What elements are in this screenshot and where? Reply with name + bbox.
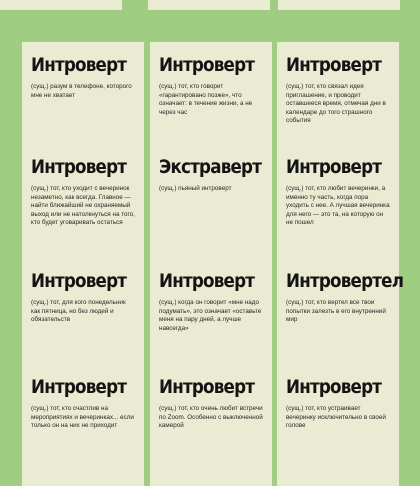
card-word: Экстраверт xyxy=(159,156,262,178)
definition-card xyxy=(277,364,399,486)
card-definition: (сущ.) тот, кто любит вечеринки, а именно ту часть, когда пора уходить с нее. А лучшая вечеринка для него — это та, на которую он не пошел xyxy=(286,185,390,227)
definition-card xyxy=(148,0,270,10)
definition-card xyxy=(22,258,144,380)
card-definition: (сущ.) тот, кто счастлив на мероприятиях и вечеринках... если только он на них не приходит xyxy=(31,405,134,430)
definition-card xyxy=(0,0,122,10)
card-definition: (сущ.) тот, для кого понедельник как пятница, но без людей и обязательств xyxy=(31,299,126,324)
card-definition: (сущ.) тот, кто говорит «гарантировано позже», что означает: в течение жизни, а не через час xyxy=(159,83,253,116)
card-word: Интроверт xyxy=(31,376,127,398)
card-word: Интроверт xyxy=(286,54,382,76)
card-word: Интроверт xyxy=(159,54,255,76)
card-word: Интроверт xyxy=(159,270,255,292)
card-definition: (сущ.) когда он говорит «мне надо подумать», это означает «оставьте меня на пару дней, а лучше навсегда» xyxy=(159,299,262,332)
card-definition: (сущ.) тот, кто связал идея приглашение, и проводит оставшееся время, отмечая дни в календаре до того страшного события xyxy=(286,83,386,125)
card-word: Интроверт xyxy=(31,270,127,292)
card-definition: (сущ.) пьяный интроверт xyxy=(159,185,232,192)
definition-card xyxy=(22,364,144,486)
card-definition: (сущ.) разум в телефоне, которого мне не хватает xyxy=(31,83,132,99)
card-definition: (сущ.) тот, кто уходит с вечеринок незаметно, как всегда. Главное — найти ближайший не охраняемый выход или не натолкнуться на того, кто будет уговаривать остаться xyxy=(31,185,135,227)
card-definition: (сущ.) тот, кто вертел все твои попытки залезть в его внутренний мир xyxy=(286,299,386,324)
card-definition: (сущ.) тот, кто очень любит встречи по Zoom. Особенно с выключенной камерой xyxy=(159,405,263,430)
card-word: Интроверт xyxy=(286,156,382,178)
card-word: Интровертел xyxy=(286,270,404,292)
card-word: Интроверт xyxy=(286,376,382,398)
definition-card xyxy=(150,144,272,266)
definition-card xyxy=(277,258,404,380)
card-word: Интроверт xyxy=(31,156,127,178)
definition-card xyxy=(150,364,272,486)
card-definition: (сущ.) тот, кто устраивает вечеринку исключительно в своей голове xyxy=(286,405,386,430)
definition-card xyxy=(150,258,272,380)
definition-card xyxy=(22,144,144,266)
definition-card xyxy=(277,144,399,266)
definition-card xyxy=(278,0,400,10)
card-word: Интроверт xyxy=(31,54,127,76)
card-word: Интроверт xyxy=(159,376,255,398)
